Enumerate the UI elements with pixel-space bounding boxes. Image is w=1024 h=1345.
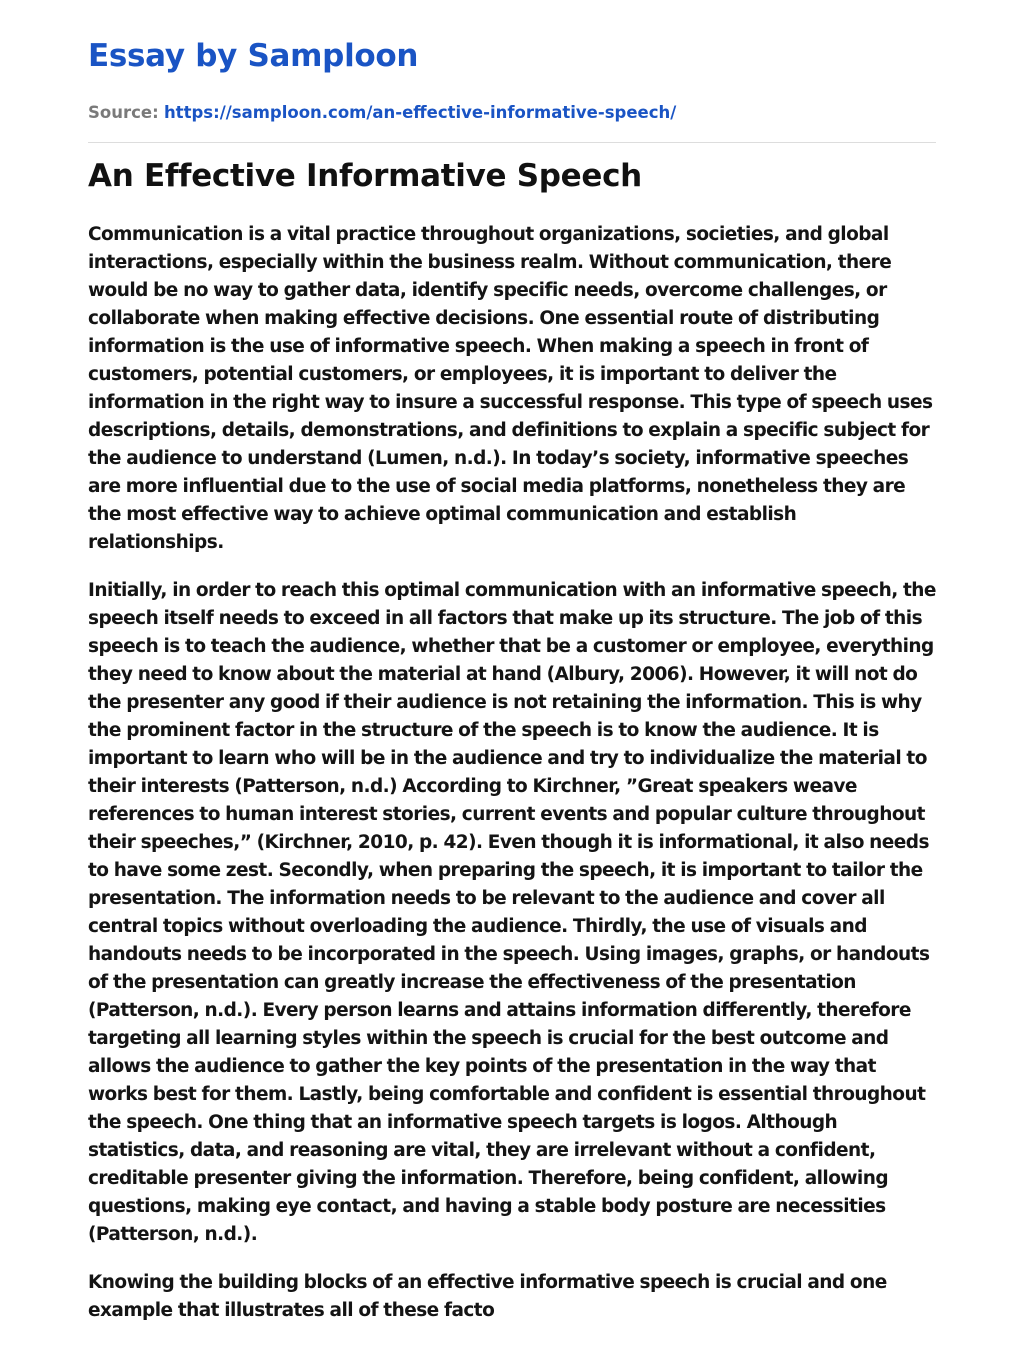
essay-title: An Effective Informative Speech — [88, 158, 642, 194]
source-line — [88, 100, 676, 126]
header-divider — [88, 142, 936, 143]
essay-paragraph: Communication is a vital practice throughout organizations, societies, and global interactions, especially within the business realm. Without communication, there would be no way to gather data, identify specific needs, overcome challenges, or collaborate when making effective decisions. One essential route of distributing information is the use of informative speech. When making a speech in front of customers, potential customers, or employees, it is important to deliver the information in the right way to insure a successful response. This type of speech uses descriptions, details, demonstrations, and definitions to explain a specific subject for the audience to understand (Lumen, n.d.). In today’s society, informative speeches are more influential due to the use of social media platforms, nonetheless they are the most effective way to achieve optimal communication and establish relationships. — [88, 224, 933, 553]
source-label: Source: — [88, 103, 159, 122]
essay-paragraph: Initially, in order to reach this optimal communication with an informative speech, the speech itself needs to exceed in all factors that make up its structure. The job of this speech is to teach the audience, whether that be a customer or employee, everything they need to know about the material at hand (Albury, 2006). However, it will not do the presenter any good if their audience is not retaining the information. This is why the prominent factor in the structure of the speech is to know the audience. It is important to learn who will be in the audience and try to individualize the material to their interests (Patterson, n.d.) According to Kirchner, ”Great speakers weave references to human interest stories, current events and popular culture throughout their speeches,” (Kirchner, 2010, p. 42). Even though it is informational, it also needs to have some zest. Secondly, when preparing the speech, it is important to tailor the presentation. The information needs to be relevant to the audience and cover all central topics without overloading the audience. Thirdly, the use of visuals and handouts needs to be incorporated in the speech. Using images, graphs, or handouts of the presentation can greatly increase the effectiveness of the presentation (Patterson, n.d.). Every person learns and attains information differently, therefore targeting all learning styles within the speech is crucial for the best outcome and allows the audience to gather the key points of the presentation in the way that works best for them. Lastly, being comfortable and confident is essential throughout the speech. One thing that an informative speech targets is logos. Although statistics, data, and reasoning are vital, they are irrelevant without a confident, creditable presenter giving the information. Therefore, being confident, allowing questions, making eye contact, and having a stable body posture are necessities (Patterson, n.d.). — [88, 580, 936, 1245]
essay-body — [88, 221, 936, 1345]
source-link[interactable]: https://samploon.com/an-effective-informative-speech/ — [163, 103, 677, 122]
brand-heading: Essay by Samploon — [88, 38, 419, 74]
essay-paragraph: Knowing the building blocks of an effective informative speech is crucial and one example that illustrates all of these facto — [88, 1272, 887, 1321]
